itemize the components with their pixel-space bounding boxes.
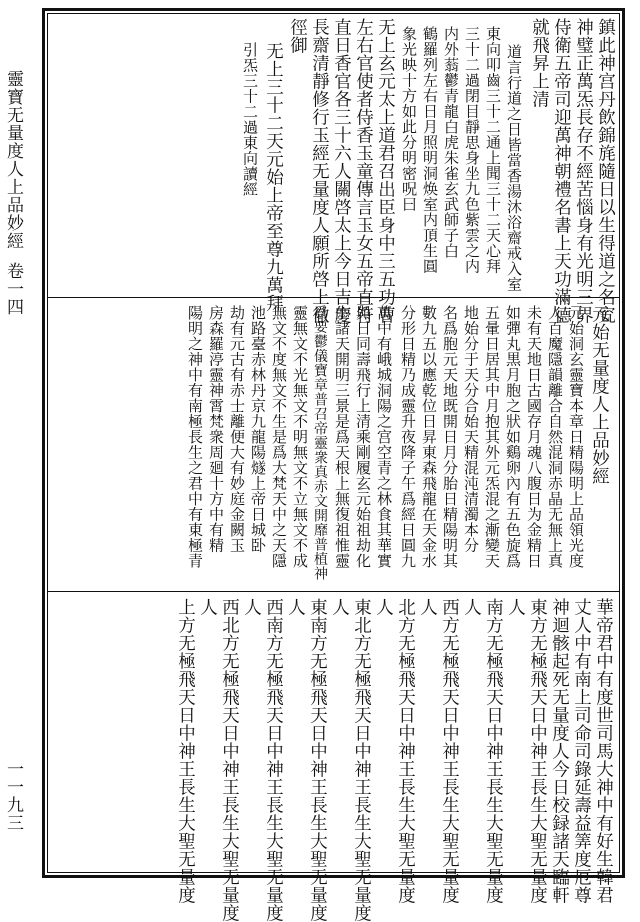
text-column: 池路臺赤林丹京九龍陽燧上帝日城卧 (249, 305, 267, 553)
text-column: 地始分于天分合始天精混沌清濁本分 (462, 305, 480, 553)
text-column: 元始无量度人上品妙經 (589, 305, 610, 485)
text-column: 人 (285, 598, 306, 616)
text-column: 就飛昇上清 (529, 18, 550, 108)
text-column: 神璧正萬炁長存不經苦惱身有光明三界 (573, 18, 594, 324)
text-column: 人 (241, 598, 262, 616)
text-column: 三十二過閉目靜思身坐九色紫雲之内 (463, 26, 481, 274)
text-column: 靈無文不光無文不明無文不立無文不成 (291, 305, 309, 569)
margin-page-text: 一一九三 (3, 760, 23, 832)
text-column: 神迴骸起死无量度人今日校録諸天臨軒 (549, 598, 570, 904)
text-column: 鎮此神宫丹飲錦旄隨日以生得道之名䆒 (595, 18, 616, 324)
text-column: 象光映十方如此分明密呪曰 (400, 26, 418, 212)
text-column: 无上玄元太上道君召出臣身中三五功曹 (375, 18, 396, 324)
text-column: 南方无極飛天日中神王長生大聖无量度 (483, 598, 504, 904)
text-column: 生諸天開明三景是爲天根上無復祖惟靈 (333, 305, 351, 569)
text-column: 无上三十二天元始上帝至尊九萬拜 (263, 42, 284, 312)
margin-juan (4, 262, 21, 316)
text-column: 人 (505, 598, 526, 616)
text-column: 人 (417, 598, 438, 616)
text-column: 道言行道之日皆當香湯沐浴齋戒入室 (505, 44, 523, 292)
text-column: 爲要鬱儀寶章普召帝靈衆真赤文開靡普植神 (312, 305, 328, 581)
text-column: 房森羅渟靈神霄梵衆周廻十方中有精 (207, 305, 225, 553)
text-column: 東北方无極飛天日中神王長生大聖无量度 (351, 598, 372, 922)
text-column: 上方无極飛天日中神王長生大聖无量度 (175, 598, 196, 904)
text-column: 西南方无極飛天日中神王長生大聖无量度 (263, 598, 284, 922)
text-column: 名爲胞元天地既開日月分胎日精陽明其 (441, 305, 459, 569)
text-column: 西方无極飛天日中神王長生大聖无量度 (439, 598, 460, 904)
margin-juan-text: 卷一四 (3, 262, 23, 316)
text-column: 徑御 (287, 18, 308, 54)
text-column: 人 (197, 598, 218, 616)
text-column: 西北方无極飛天日中神王長生大聖无量度 (219, 598, 240, 922)
text-column: 未有天地日古國存月魂八腹日为金精日 (525, 305, 543, 569)
margin-title-text: 靈寶无量度人上品妙經 (3, 70, 23, 250)
text-column: 元始洞玄靈寶本章日精陽明上品領光度 (567, 305, 585, 569)
text-column: 東向叩齒三十二通上聞三十二天心拜 (484, 26, 502, 274)
margin-title (4, 70, 21, 250)
text-column: 直日香官各三十六人關啓太上今日吉慶 (331, 18, 352, 324)
text-column: 丈人中有南上司命司錄延壽益筭度厄尊 (571, 598, 592, 904)
text-column: 數九五以應乾位日昇東森飛龍在天金水 (420, 305, 438, 569)
text-column: 陽明之神中有南極長生之君中有東極青 (186, 305, 204, 569)
text-column: 華帝君中有度世司馬大神中有好生韓君 (593, 598, 614, 904)
text-column: 北方无極飛天日中神王長生大聖无量度 (395, 598, 416, 904)
text-column: 鶴羅列左右日月照明洞焕室内頂生圓 (421, 26, 439, 274)
text-column: 東方无極飛天日中神王長生大聖无量度 (527, 598, 548, 904)
text-column: 劫有元古有赤士離便大有妙庭金闕玉 (228, 305, 246, 553)
text-column: 無文不度無文不生是爲大梵天中之天隱 (270, 305, 288, 569)
text-column: 引炁三十二過東向讀經 (241, 42, 259, 197)
text-column: 長齋清靜修行玉經无量度人願所啓上徹 (309, 18, 330, 324)
text-column: 分形日精乃成靈升夜降子午爲經日圓九 (399, 305, 417, 569)
text-column: 人 (461, 598, 482, 616)
text-column: 左右官使者侍香玉童傳言玉女五帝直符 (353, 18, 374, 324)
text-column: 五暈日居其中月抱其外元炁混之漸變天 (483, 305, 501, 569)
text-column: 東南方无極飛天日中神王長生大聖无量度 (307, 598, 328, 922)
text-column: 内外蓊鬱青龍白虎朱雀玄武師子白 (442, 26, 460, 259)
text-column: 萬中有峨城洞陽之宫空青之林食其華實 (375, 305, 393, 569)
margin-page-number (4, 760, 21, 832)
text-column: 人百魔隱韻離合自然混洞赤晶无無上真 (546, 305, 564, 569)
text-column: 與日同壽飛行上清乘剛履玄元始祖劫化 (354, 305, 372, 569)
text-column: 人 (329, 598, 350, 616)
text-column: 侍衛五帝司迎萬神朝禮名書上天功滿德 (551, 18, 572, 324)
section-divider-bottom (47, 591, 620, 592)
text-column: 人 (373, 598, 394, 616)
text-column: 如彈丸黒月胞之狀如鷄卵內有五色旋爲 (504, 305, 522, 569)
